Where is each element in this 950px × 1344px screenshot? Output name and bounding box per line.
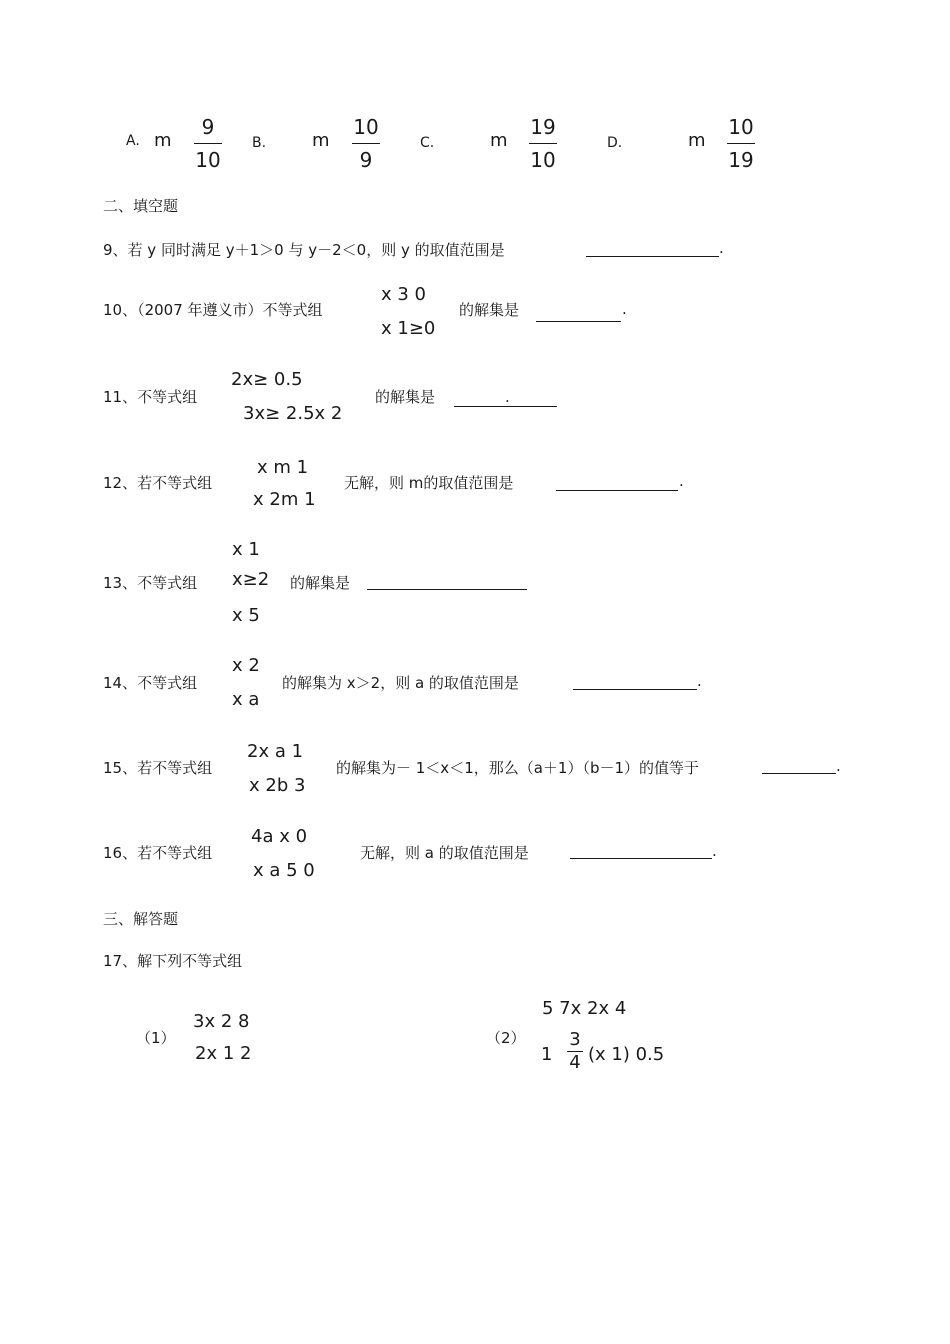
option-d-fraction (721, 113, 761, 174)
option-b-denominator: 9 (359, 148, 373, 172)
option-b-fraction (346, 113, 386, 174)
q14-system-row-1: x 2 (232, 655, 260, 676)
q17-sub2-fraction-denominator: 4 (569, 1052, 581, 1073)
option-b-label: B. (252, 135, 267, 151)
option-d-label: D. (607, 135, 623, 151)
q12-end: . (679, 472, 684, 490)
q13-prefix: 13、不等式组 (103, 574, 198, 592)
option-c-var: m (490, 130, 508, 151)
q10-suffix: 的解集是 (459, 301, 520, 319)
q17-sub2-label: （2） (486, 1029, 526, 1047)
q17-sub1-label: （1） (136, 1029, 176, 1047)
q12-system-row-1: x m 1 (257, 457, 309, 478)
q10-answer-blank[interactable] (536, 321, 621, 322)
q16-end: . (712, 842, 717, 860)
option-a-denominator: 10 (195, 148, 221, 172)
q17-sub2-row-2-lead: 1 (541, 1044, 553, 1065)
q15-suffix: 的解集为－ 1＜x＜1，那么（a＋1）（b－1）的值等于 (336, 759, 700, 777)
q11-system-row-2: 3x≥ 2.5x 2 (243, 403, 343, 424)
q13-answer-blank[interactable] (367, 589, 527, 590)
q16-system-row-2: x a 5 0 (253, 860, 315, 881)
q13-system-row-3: x 5 (232, 605, 260, 626)
q17-sub2-row-2-rest: (x 1) 0.5 (588, 1044, 665, 1065)
q15-end: . (836, 757, 841, 775)
q17-text: 17、解下列不等式组 (103, 952, 243, 970)
q14-system-row-2: x a (232, 689, 260, 710)
q10-end: . (622, 300, 627, 318)
q11-suffix: 的解集是 (375, 388, 436, 406)
q15-prefix: 15、若不等式组 (103, 759, 213, 777)
q13-system-row-2: x≥2 (232, 569, 270, 590)
q17-sub1-row-1: 3x 2 8 (193, 1011, 250, 1032)
q16-suffix: 无解，则 a 的取值范围是 (360, 844, 529, 862)
q13-system-row-1: x 1 (232, 539, 260, 560)
q17-sub2-fraction (565, 1030, 585, 1073)
q14-answer-blank[interactable] (573, 689, 697, 690)
q11-system-row-1: 2x≥ 0.5 (231, 369, 303, 390)
section-heading-answer: 三、解答题 (103, 910, 179, 928)
q14-prefix: 14、不等式组 (103, 674, 198, 692)
option-c-label: C. (420, 135, 435, 151)
q17-sub2-fraction-numerator: 3 (569, 1029, 581, 1050)
q16-system-row-1: 4a x 0 (251, 826, 308, 847)
option-d-numerator: 10 (728, 115, 754, 139)
q17-sub1-row-2: 2x 1 2 (195, 1043, 252, 1064)
q10-prefix: 10、（2007 年遵义市）不等式组 (103, 301, 323, 319)
option-d-var: m (688, 130, 706, 151)
q9-text: 9、若 y 同时满足 y＋1＞0 与 y－2＜0，则 y 的取值范围是 (103, 241, 505, 259)
option-a-fraction (188, 113, 228, 174)
q10-system-row-2: x 1≥0 (381, 318, 436, 339)
q10-system-row-1: x 3 0 (381, 284, 426, 305)
option-c-numerator: 19 (530, 115, 556, 139)
option-a-label: A. (126, 133, 140, 149)
q16-answer-blank[interactable] (570, 858, 712, 859)
q12-prefix: 12、若不等式组 (103, 474, 213, 492)
q13-suffix: 的解集是 (290, 574, 351, 592)
q17-sub2-row-1: 5 7x 2x 4 (542, 998, 627, 1019)
option-c-fraction (523, 113, 563, 174)
q9-end: . (719, 239, 724, 257)
option-b-var: m (312, 130, 330, 151)
option-c-denominator: 10 (530, 148, 556, 172)
q14-end: . (697, 672, 702, 690)
option-a-numerator: 9 (201, 115, 215, 139)
q9-answer-blank[interactable] (586, 256, 719, 257)
q12-system-row-2: x 2m 1 (253, 489, 316, 510)
option-b-numerator: 10 (353, 115, 379, 139)
q11-dot: . (505, 388, 510, 406)
q15-system-row-1: 2x a 1 (247, 741, 304, 762)
option-d-denominator: 19 (728, 148, 754, 172)
q11-answer-blank[interactable] (454, 406, 557, 407)
q15-system-row-2: x 2b 3 (249, 775, 306, 796)
q16-prefix: 16、若不等式组 (103, 844, 213, 862)
q12-suffix: 无解，则 m的取值范围是 (344, 474, 514, 492)
q15-answer-blank[interactable] (762, 773, 836, 774)
q14-suffix: 的解集为 x＞2，则 a 的取值范围是 (282, 674, 519, 692)
q11-prefix: 11、不等式组 (103, 388, 198, 406)
q12-answer-blank[interactable] (556, 490, 678, 491)
option-a-var: m (154, 130, 172, 151)
section-heading-fill-in: 二、填空题 (103, 197, 179, 215)
